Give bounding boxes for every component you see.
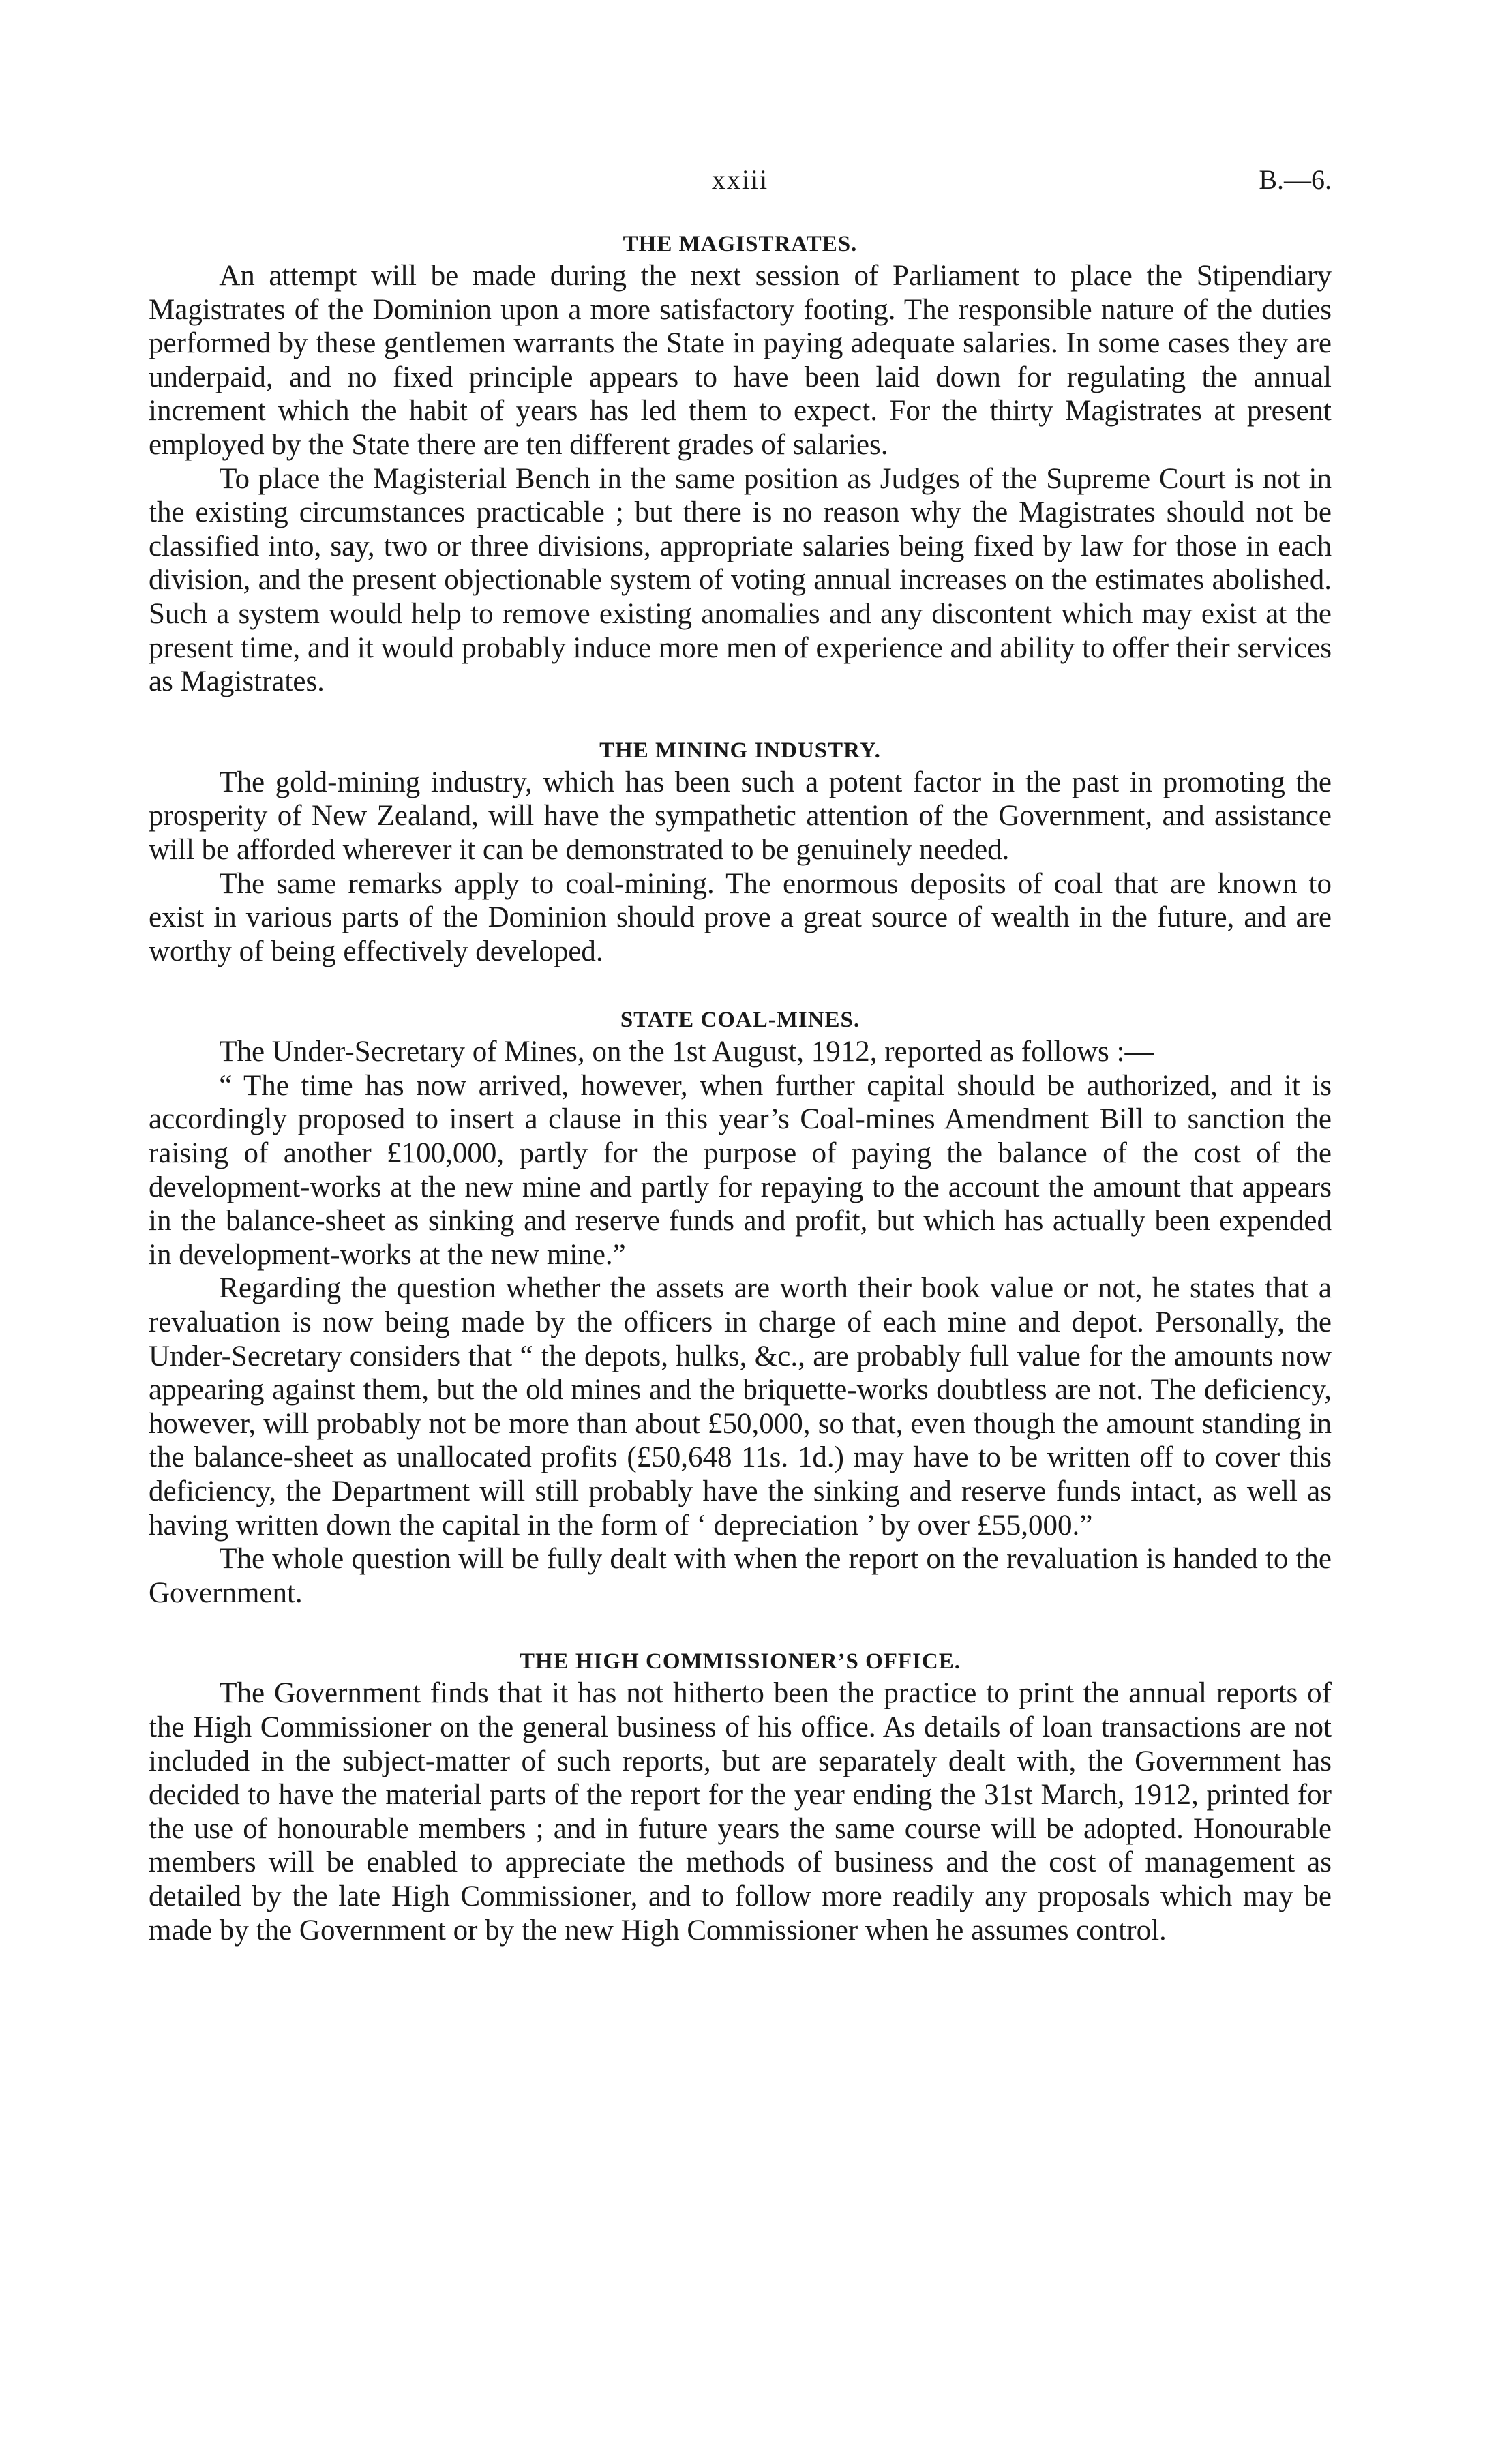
section-heading: THE MINING INDUSTRY.: [599, 738, 881, 763]
paragraph: Regarding the question whether the assets are worth their book value or not, he states that a revaluation is now being made by the officers in charge of each mine and depot. Personally, the Under-Secretary considers that “ the depots, hulks, &c., are probably full value for the amounts now appearing against them, but the old mines and the briquette-works doubtless are not. The deficiency, however, will probably not be more than about £50,000, so that, even though the amount standing in the balance-sheet as unallocated profits (£50,648 11s. 1d.) may have to be written off to cover this deficiency, the Department will still probably have the sinking and reserve funds intact, as well as having written down the capital in the form of ‘ depreciation ’ by over £55,000.”: [149, 1272, 1332, 1542]
paragraph: The Government finds that it has not hitherto been the practice to print the annual reports of the High Commissioner on the general business of his office. As details of loan transactions are not included in the subject-matter of such reports, but are separately dealt with, the Government has decided to have the material parts of the report for the year ending the 31st March, 1912, printed for the use of honourable members ; and in future years the same course will be adopted. Honourable members will be enabled to appreciate the methods of business and the cost of management as detailed by the late High Commissioner, and to follow more readily any proposals which may be made by the Government or by the new High Commissioner when he assumes control.: [149, 1677, 1332, 1947]
section-heading: THE HIGH COMMISSIONER’S OFFICE.: [519, 1649, 961, 1674]
section-mining-industry: [149, 732, 1332, 969]
section-state-coal-mines: [149, 1001, 1332, 1610]
quoted-paragraph: “ The time has now arrived, however, when further capital should be authorized, and it is accordingly proposed to insert a clause in this year’s Coal-mines Amendment Bill to sanction the raising of another £100,000, partly for the purpose of paying the balance of the cost of the development-works at the new mine and partly for repaying to the account the amount that appears in the balance-sheet as sinking and reserve funds and profit, but which has actually been expended in development-works at the new mine.”: [149, 1069, 1332, 1271]
running-header: [149, 164, 1332, 205]
section-heading: THE MAGISTRATES.: [623, 232, 858, 256]
paragraph: The Under-Secretary of Mines, on the 1st August, 1912, reported as follows :—: [219, 1036, 1154, 1068]
paragraph: To place the Magisterial Bench in the same position as Judges of the Supreme Court is not in the existing circumstances practicable ; but there is no reason why the Magistrates should not be classified into, say, two or three divisions, appropriate salaries being fixed by law for those in each division, and the present objectionable system of voting annual increases on the estimates abolished. Such a system would help to remove existing anomalies and any discontent which may exist at the present time, and it would probably induce more men of experience and ability to offer their services as Magistrates.: [149, 462, 1332, 698]
page-number: xxiii: [711, 164, 769, 195]
document-body: [149, 225, 1332, 1947]
paragraph: The same remarks apply to coal-mining. The enormous deposits of coal that are known to exist in various parts of the Dominion should prove a great source of wealth in the future, and are worthy of being effectively developed.: [149, 867, 1332, 967]
section-heading: STATE COAL-MINES.: [620, 1008, 860, 1033]
section-magistrates: [149, 225, 1332, 699]
document-code: B.—6.: [1259, 164, 1332, 195]
paragraph: The gold-mining industry, which has been such a potent factor in the past in promoting the prosperity of New Zealand, will have the sympathetic attention of the Government, and assistance will be afforded wherever it can be demonstrated to be genuinely needed.: [149, 766, 1332, 866]
section-high-commissioners-office: [149, 1642, 1332, 1947]
paragraph: An attempt will be made during the next session of Parliament to place the Stipendiary Magistrates of the Dominion upon a more satisfactory footing. The responsible nature of the duties performed by these gentlemen warrants the State in paying adequate salaries. In some cases they are underpaid, and no fixed principle appears to have been laid down for regulating the annual increment which the habit of years has led them to expect. For the thirty Magistrates at present employed by the State there are ten different grades of salaries.: [149, 260, 1332, 461]
paragraph: The whole question will be fully dealt with when the report on the revaluation is handed to the Government.: [149, 1543, 1332, 1609]
